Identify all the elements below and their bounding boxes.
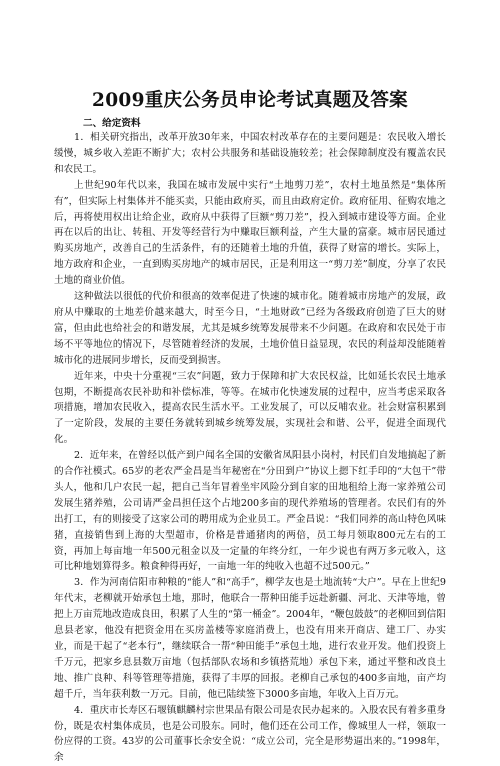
paragraph: 1．相关研究指出，改革开放30年来，中国农村改革存在的主要问题是：农民收入增长缓慢，城乡收入差距不断扩大；农村公共服务和基础设施较差；社会保障制度没有覆盖农民和农民工。 — [54, 132, 446, 175]
paragraph: 2．近年来，在曾经以低产到户闻名全国的安徽省凤阳县小岗村，村民们自发地搞起了新的合作社模式。65岁的老农严金昌是当年秘密在“分田到户”协议上摁下红手印的“大包干”带头人，他和几户农民一起，把自己当年冒着坐牢风险分到自家的田地租给上海一家养殖公司发展生猪养殖，公司请严金昌担任这个占地200多亩的现代养殖场的管理者。农民们有的外出打工，有的则接受了这家公司的聘用成为企业员工。严金昌说：“我们同养的高山特色风味猪，直接销售到上海的大型超市，价格是普通猪肉的两倍，员工每月领取800元左右的工资，再加上每亩地一年500元租金以及一定量的年终分红，一年少说也有两万多元收入，这可比种地划算得多。粮食种得再好，一亩地一年的纯收入也超不过500元。” — [54, 450, 446, 573]
section-heading: 二、给定资料 — [83, 118, 141, 129]
document-title: 2009重庆公务员申论考试真题及答案 — [92, 90, 408, 111]
paragraph: 这种做法以很低的代价和很高的效率促进了快速的城市化。随着城市房地产的发展，政府从中赚取的土地差价越来越大，时至今日，“土地财政”已经为各级政府创造了巨大的财富，但由此也给社会的和谐发展，尤其是城乡统筹发展带来不少问题。在政府和农民处于市场不平等地位的情况下，尽管随着经济的发展，土地价值日益显现，农民的利益却没能随着城市化的进展同步增长，反而受到损害。 — [54, 291, 446, 366]
paragraph: 近年来，中央十分重视“三农”问题，致力于保障和扩大农民权益，比如延长农民土地承包期，不断提高农民补助和补偿标准，等等。在城市化快速发展的过程中，应当考虑采取各项措施，增加农民收入，提高农民生活水平。工业发展了，可以反哺农业。社会财富积累到了一定阶段，发展的主要任务就转到城乡统筹发展，实现社会和谐、公平，促进全面现代化。 — [54, 370, 446, 446]
paragraph: 4．重庆市长寿区石堰镇麒麟村宗世果品有限公司是农民办起来的。入股农民有着多重身份，既是农村集体成员，也是公司股东。同时，他们还在公司工作，像城里人一样，领取一份应得的工资。43岁的公司董事长余安全说：“成立公司，完全是形势逼出来的。”1998年，余 — [54, 704, 446, 764]
document-body — [54, 130, 446, 766]
paragraph: 3．作为河南信阳市种粮的“能人”和“高手”，柳学友也是土地流转“大户”。早在上世纪9年代末，老柳就开始承包土地，那时，他联合一帮种田能手远赴新疆、河北、天津等地，曾把上万亩荒地改造成良田，积累了人生的“第一桶金”。2004年，“鞭包鼓鼓”的老柳回到信阳息县老家，他没有把资金用在买房盖楼等家庭消费上，也没有用来开商店、建工厂、办实业，而是干起了“老本行”，继续联合一帮“种田能手”承包土地，进行农业开发。他们投资上千万元，把家乡息县数万亩地（包括部队农场和乡镇搭荒地）承包下来，通过平整和改良土地、推广良种、科等管理等措施，获得了丰厚的回报。老柳自己承包的400多亩地，亩产均超千斤，当年获利数一万元。目前，他已陆续签下3000多亩地，年收入上百万元。 — [54, 577, 446, 700]
paragraph: 上世纪90年代以来，我国在城市发展中实行“土地剪刀差”，农村土地虽然是“集体所有”，但实际上村集体并不能买卖，只能由政府买，而且由政府定价。政府征用、征购农地之后，再将使用权出让给企业，政府从中获得了巨额“剪刀差”，投入到城市建设等方面。企业再在以后的出让、转租、开发等经营行为中赚取巨额利益，产生大量的富豪。城市居民通过购买房地产，改善自己的生活条件，有的还随着土地的升值，获得了财富的增长。实际上，地方政府和企业，一直到购买房地产的城市居民，正是利用这一“剪刀差”制度，分享了农民土地的商业价值。 — [54, 179, 446, 287]
